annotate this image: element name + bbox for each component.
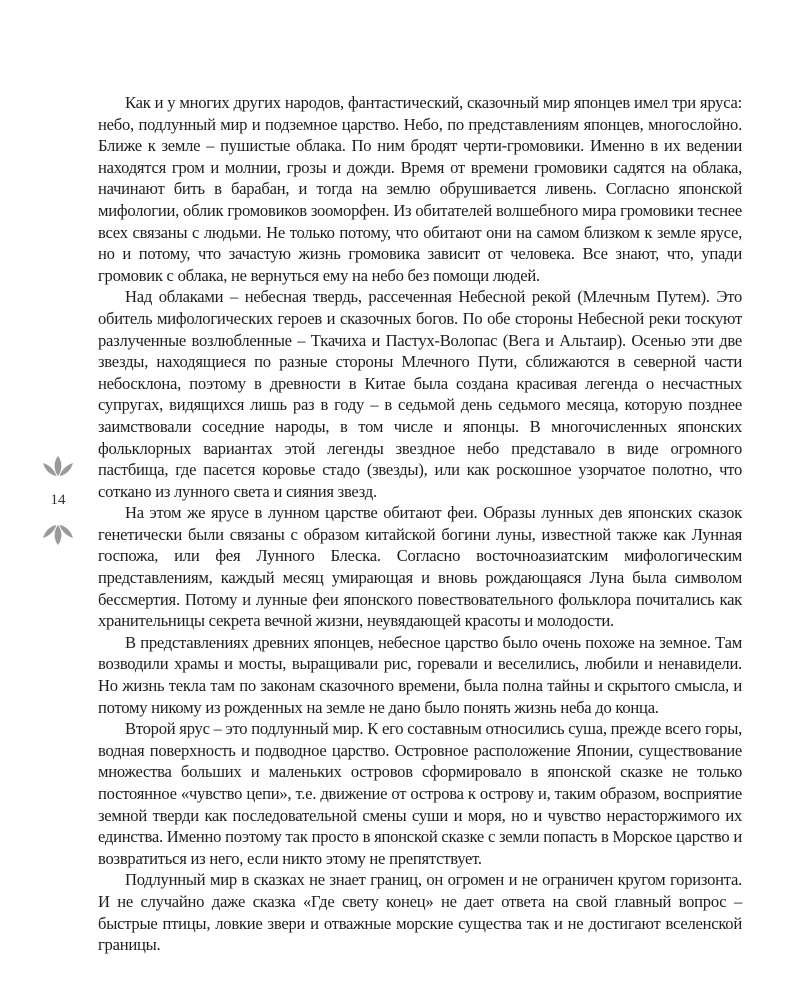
lotus-ornament-icon xyxy=(42,455,74,477)
paragraph: В представлениях древних японцев, небесное царство было очень похоже на земное. Там возводили храмы и мосты, выращивали рис, горевали и веселились, любили и ненавидели. Но жизнь текла там по законам сказочного времени, была полна тайны и скрытого смысла, и потому никому из рожденных на земле не дано было понять жизнь неба до конца. xyxy=(98,632,742,717)
lotus-ornament-icon xyxy=(42,524,74,546)
paragraph: Второй ярус – это подлунный мир. К его составным относились суша, прежде всего горы, водная поверхность и подводное царство. Островное расположение Японии, существование множества больших и маленьких островов сформировало в японской сказке не только постоянное «чувство цепи», т.е. движение от острова к острову и, таким образом, восприятие земной тверди как последовательной смены суши и моря, но и чувство нерасторжимого их единства. Именно поэтому так просто в японской сказке с земли попасть в Морское царство и возвратиться из него, если никто этому не препятствует. xyxy=(98,719,742,868)
body-text xyxy=(98,92,742,956)
page-number: 14 xyxy=(50,492,66,508)
paragraph: Как и у многих других народов, фантастический, сказочный мир японцев имел три яруса: небо, подлунный мир и подземное царство. Небо, по представлениям японцев, многослойно. Ближе к земле – пушистые облака. По ним бродят черти-громовики. Именно в их ведении находятся гром и молнии, грозы и дожди. Время от времени громовики садятся на облака, начинают бить в барабан, и тогда на землю обрушивается ливень. Согласно японской мифологии, облик громовиков зооморфен. Из обитателей волшебного мира громовики теснее всех связаны с людьми. Не только потому, что обитают они на самом близком к земле ярусе, но и потому, что зачастую жизнь громовика зависит от человека. Все знают, что, упади громовик с облака, не вернуться ему на небо без помощи людей. xyxy=(98,93,742,285)
paragraph: Подлунный мир в сказках не знает границ, он огромен и не ограничен кругом горизонта. И не случайно даже сказка «Где свету конец» не дает ответа на свой главный вопрос – быстрые птицы, ловкие звери и отважные морские существа так и не достигают вселенской границы. xyxy=(98,870,742,955)
paragraph: На этом же ярусе в лунном царстве обитают феи. Образы лунных дев японских сказок генетически были связаны с образом китайской богини луны, известной также как Лунная госпожа, или фея Лунного Блеска. Согласно восточноазиатским мифологическим представлениям, каждый месяц умирающая и вновь рождающаяся Луна была символом бессмертия. Потому и лунные феи японского повествовательного фольклора почитались как хранительницы секрета вечной жизни, неувядающей красоты и молодости. xyxy=(98,503,742,631)
paragraph: Над облаками – небесная твердь, рассеченная Небесной рекой (Млечным Путем). Это обитель мифологических героев и сказочных богов. По обе стороны Небесной реки тоскуют разлученные возлюбленные – Ткачиха и Пастух-Волопас (Вега и Альтаир). Осенью эти две звезды, находящиеся по разные стороны Млечного Пути, сближаются в северной части небосклона, поэтому в древности в Китае была создана красивая легенда о несчастных супругах, видящихся лишь раз в году – в седьмой день седьмого месяца, которую позднее заимствовали соседние народы, в том числе и японцы. В многочисленных японских фольклорных вариантах этой легенды звездное небо представало в виде огромного пастбища, где пасется коровье стадо (звезды), или как роскошное узорчатое полотно, что соткано из лунного света и сияния звезд. xyxy=(98,287,742,501)
